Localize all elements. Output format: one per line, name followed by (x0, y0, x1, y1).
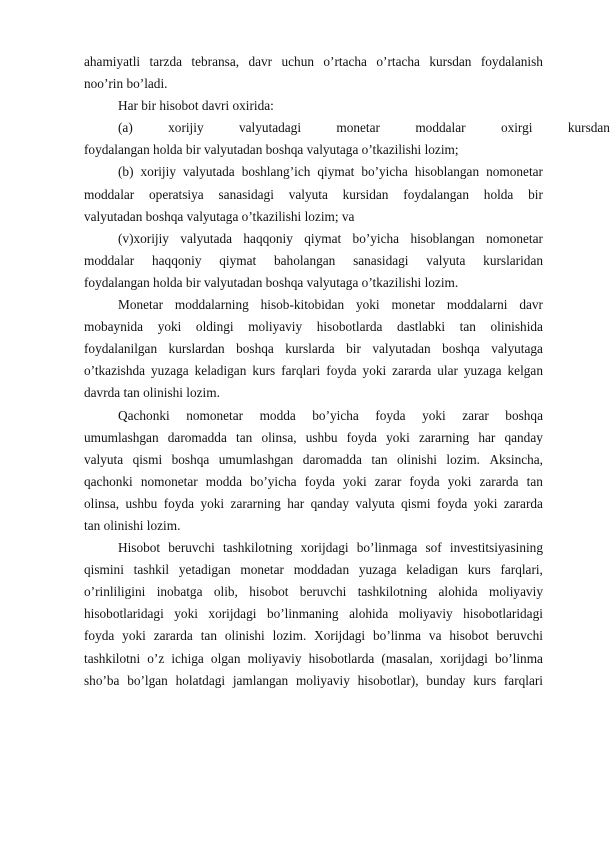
word: qachonki (84, 473, 133, 489)
word: xorijdagi (208, 606, 257, 622)
word: zararda (153, 628, 193, 644)
word: zararda (479, 473, 519, 489)
word: umumlashgan (84, 429, 159, 445)
word: kelgan (507, 363, 543, 379)
word: yuzaga (151, 363, 189, 379)
word: bir (346, 341, 361, 357)
word: foyda (437, 495, 468, 511)
word: sho’ba (84, 672, 120, 688)
text-line (84, 51, 543, 73)
word: keladigan (194, 363, 247, 379)
text-line (84, 206, 543, 228)
word: qiymat (219, 252, 257, 268)
word: tashkilotni (84, 650, 141, 666)
word: lozim. (272, 628, 307, 644)
word: nomonetar (486, 164, 543, 180)
word: bo’lgan (127, 672, 168, 688)
word: olib, (213, 584, 238, 600)
word: yoki (355, 297, 380, 313)
word: tashkil (133, 562, 170, 578)
word: yuzaga (463, 363, 502, 379)
word: foyda (346, 429, 377, 445)
word: o’z (147, 650, 165, 666)
word: tebransa, (191, 54, 240, 69)
text-line (84, 338, 543, 360)
word: olinishida (490, 319, 543, 335)
text-line-content: foydalangan holda bir valyutadan boshqa valyutaga o’tkazilishi lozim. (84, 274, 459, 290)
word: beruvchi (168, 540, 215, 556)
word: investitsiyasining (449, 540, 543, 556)
word: kursdan (429, 54, 472, 69)
word: yoki (362, 363, 387, 379)
word: boshqa (236, 341, 274, 357)
text-line (84, 405, 543, 427)
word: xorijiy (168, 120, 204, 136)
word: yoki (422, 407, 446, 423)
word: moddalar (84, 252, 135, 268)
word: kursidan (342, 186, 389, 202)
word: kurslarda (285, 341, 335, 357)
word: har (478, 429, 496, 445)
word: yoki (447, 473, 472, 489)
word: ushbu (305, 429, 338, 445)
word: monetar (240, 562, 284, 578)
text-line (84, 250, 543, 272)
word: beruvchi (496, 628, 543, 644)
word: (v)xorijiy (118, 230, 169, 246)
word: modda (259, 407, 296, 423)
word: moddalarning (174, 297, 249, 313)
word: Monetar (118, 297, 164, 313)
word: hisobot (249, 584, 289, 600)
word: boshqa (442, 341, 480, 357)
word: mobaynida (84, 319, 144, 335)
text-line (84, 360, 543, 382)
text-line (84, 648, 543, 670)
text-line (84, 427, 543, 449)
word: bo’linma (373, 628, 422, 644)
word: farqlari (503, 672, 543, 688)
word: foydalangan (403, 186, 469, 202)
word: davr (248, 54, 273, 69)
word: xorijdagi (439, 650, 488, 666)
word: bo’linmaning (266, 606, 339, 622)
word: (b) (118, 164, 134, 180)
word: foyda (163, 495, 195, 511)
word: moddadan (293, 562, 350, 578)
word: sanasidagi (353, 252, 409, 268)
word: foyda (84, 628, 115, 644)
text-line (84, 161, 543, 183)
word: tan (200, 628, 217, 644)
word: hisoblangan (410, 230, 475, 246)
word: yuzaga (358, 562, 397, 578)
word: moddalar (415, 120, 466, 136)
text-line (84, 581, 543, 603)
text-line (84, 95, 543, 117)
word: ular (437, 363, 458, 379)
word: kurs (473, 672, 497, 688)
word: yoki (174, 606, 198, 622)
text-line-content: noo’rin bo’ladi. (84, 76, 168, 92)
word: operatsiya (149, 186, 204, 202)
word: keladigan (406, 562, 458, 578)
word: beruvchi (299, 584, 347, 600)
word: xorijiy (140, 164, 176, 180)
word: moddalarni (446, 297, 508, 313)
word: bir (528, 186, 543, 202)
word: modda (205, 473, 242, 489)
word: qanday (504, 429, 543, 445)
word: umumlashgan (218, 451, 294, 467)
word: baholangan (274, 252, 336, 268)
text-line-content: foydalangan holda bir valyutadan boshqa valyutaga o’tkazilishi lozim; (84, 142, 459, 158)
word: Aksincha, (489, 451, 543, 467)
word: o’rtacha (323, 54, 367, 69)
word: uchun (281, 54, 314, 69)
text-line (84, 537, 543, 559)
word: olinsa, (261, 429, 297, 445)
word: dastlabki (397, 319, 446, 335)
word: zararning (230, 495, 281, 511)
word: hisoblangan (414, 164, 480, 180)
word: tan (459, 319, 476, 335)
text-line-content: tan olinishi lozim. (84, 517, 181, 533)
word: bo’linmaga (356, 540, 418, 556)
word: zararning (418, 429, 470, 445)
text-line (84, 184, 543, 206)
text-line (84, 272, 543, 294)
text-line-content: davrda tan olinishi lozim. (84, 385, 220, 401)
text-line (84, 73, 543, 95)
word: Xorijdagi (314, 628, 366, 644)
word: ichiga (171, 650, 204, 666)
word: valyuta (84, 451, 124, 467)
word: qismi (401, 495, 431, 511)
text-line (84, 603, 543, 625)
word: har (287, 495, 305, 511)
word: farqlari (281, 363, 321, 379)
word: monetar (336, 120, 380, 136)
word: moliyaviy (489, 584, 543, 600)
word: xorijdagi (300, 540, 349, 556)
word: bo’yicha (361, 164, 408, 180)
word: davr (519, 297, 543, 313)
word: moliyaviy (295, 672, 350, 688)
word: valyutadan (372, 341, 431, 357)
word: moliyaviy (247, 650, 302, 666)
word: qiymat (317, 164, 355, 180)
word: ushbu (125, 495, 158, 511)
word: boshlang’ich (241, 164, 311, 180)
word: valyutadagi (238, 120, 302, 136)
word: ahamiyatli (84, 54, 141, 69)
text-line (84, 316, 543, 338)
text-line (84, 449, 543, 471)
word: foydalanilgan (84, 341, 158, 357)
word: o’rtacha (376, 54, 420, 69)
word: bo’linma (494, 650, 543, 666)
word: va (428, 628, 442, 644)
word: (masalan, (381, 650, 433, 666)
word: sanasidagi (218, 186, 274, 202)
word: olgan (210, 650, 241, 666)
word: foyda (304, 473, 335, 489)
word: yoki (122, 628, 146, 644)
word: hisobotlaridagi (463, 606, 543, 622)
word: qismi (132, 451, 163, 467)
text-line (84, 493, 543, 515)
word: (a) (118, 120, 133, 136)
word: nomonetar (140, 473, 198, 489)
word: alohida (349, 606, 389, 622)
word: kurs (467, 562, 491, 578)
word: valyutaga (491, 341, 543, 357)
word: kursdan (567, 120, 610, 136)
word: moliyaviy (248, 319, 303, 335)
text-line (84, 117, 610, 139)
word: daromadda (302, 451, 362, 467)
word: hisobotlar), (357, 672, 419, 688)
word: zararda (503, 495, 543, 511)
word: zararda (392, 363, 432, 379)
text-line (84, 294, 543, 316)
word: farqlari, (500, 562, 543, 578)
word: oxirgi (500, 120, 533, 136)
word: o’tkazishda (84, 363, 146, 379)
word: bo’yicha (312, 407, 359, 423)
word: tan (526, 473, 543, 489)
word: valyuta (288, 186, 328, 202)
word: qanday (310, 495, 350, 511)
text-line-content: Har bir hisobot davri oxirida: (118, 98, 274, 114)
word: Hisobot (118, 540, 161, 556)
word: foydalanish (480, 54, 543, 69)
text-line (84, 228, 543, 250)
word: haqqoniy (152, 252, 202, 268)
word: zarar (374, 473, 402, 489)
word: yoki (157, 319, 182, 335)
word: holatdagi (175, 672, 226, 688)
word: foyda (409, 473, 440, 489)
word: valyuta (355, 495, 395, 511)
word: tan (236, 429, 253, 445)
word: Qachonki (118, 407, 170, 423)
word: holda (483, 186, 514, 202)
word: kurs (252, 363, 276, 379)
word: o’rinliligini (84, 584, 146, 600)
word: yoki (343, 473, 367, 489)
word: valyuta (426, 252, 466, 268)
word: hisobotlarda (308, 650, 375, 666)
word: zarar (462, 407, 489, 423)
word: moliyaviy (398, 606, 453, 622)
text-line (84, 625, 543, 647)
word: qiymat (304, 230, 342, 246)
word: olinishi (397, 451, 437, 467)
word: oldingi (195, 319, 234, 335)
word: daromadda (167, 429, 227, 445)
word: moddalar (84, 186, 135, 202)
word: olinishi (224, 628, 265, 644)
word: valyutada (182, 164, 235, 180)
text-line (84, 515, 543, 537)
word: sof (425, 540, 442, 556)
word: yoki (386, 429, 410, 445)
word: olinsa, (84, 495, 120, 511)
word: boshqa (505, 407, 543, 423)
word: tashkilotning (222, 540, 293, 556)
word: bunday (426, 672, 466, 688)
word: yetadigan (178, 562, 231, 578)
word: hisobotlaridagi (84, 606, 164, 622)
text-line-content: valyutadan boshqa valyutaga o’tkazilishi lozim; va (84, 208, 355, 224)
text-line (84, 139, 543, 161)
text-line (84, 559, 543, 581)
word: boshqa (171, 451, 210, 467)
document-page (84, 51, 610, 692)
word: hisobotlarda (316, 319, 383, 335)
word: bo’yicha (250, 473, 297, 489)
word: kurslardan (168, 341, 225, 357)
word: lozim. (446, 451, 480, 467)
word: bo’yicha (352, 230, 400, 246)
word: tan (371, 451, 388, 467)
text-line (84, 670, 543, 692)
word: foyda (375, 407, 406, 423)
word: inobatga (156, 584, 203, 600)
word: qismini (84, 562, 124, 578)
word: jamlangan (232, 672, 289, 688)
word: valyutada (180, 230, 233, 246)
word: nomonetar (486, 230, 543, 246)
word: foyda (326, 363, 357, 379)
word: hisob-kitobidan (260, 297, 345, 313)
text-line (84, 471, 543, 493)
word: hisobot (449, 628, 489, 644)
word: kurslaridan (483, 252, 543, 268)
word: tashkilotning (357, 584, 428, 600)
word: yoki (473, 495, 498, 511)
text-line (84, 382, 543, 404)
word: monetar (391, 297, 436, 313)
word: haqqoniy (243, 230, 293, 246)
word: yoki (200, 495, 225, 511)
word: nomonetar (186, 407, 244, 423)
word: alohida (438, 584, 478, 600)
word: tarzda (149, 54, 183, 69)
